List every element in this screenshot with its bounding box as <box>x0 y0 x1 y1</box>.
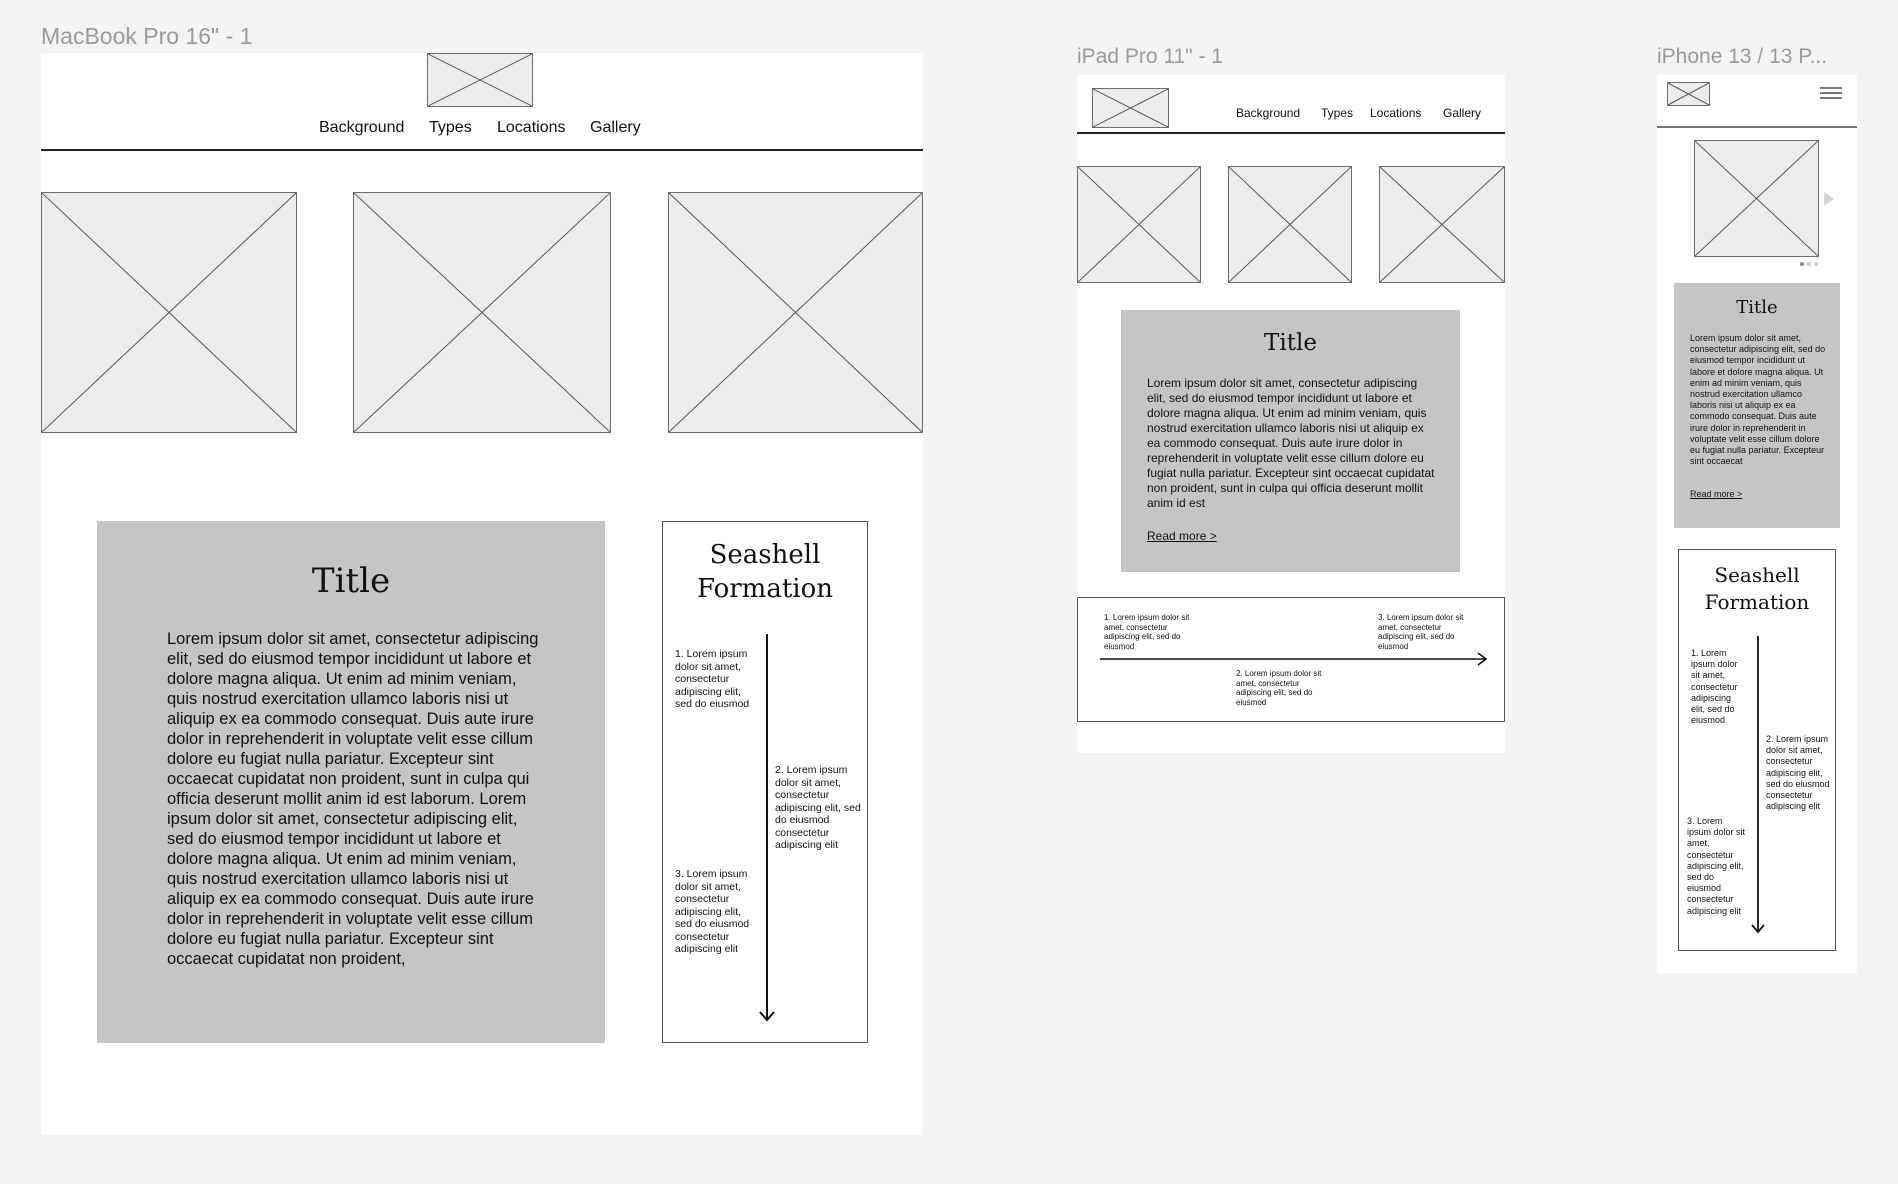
logo-placeholder-icon <box>427 53 533 107</box>
timeline-title: Seashell Formation <box>1704 563 1810 614</box>
card-body: Lorem ipsum dolor sit amet, consectetur adipiscing elit, sed do eiusmod tempor incididunt ut labore et dolore magna aliqua. Ut enim ad minim veniam, quis nostrud exercitation ullamco laboris nisi ut aliquip ex ea commodo consequat. Duis aute irure dolor in reprehenderit in voluptate velit esse cillum dolore eu fugiat nulla pariatur. Excepteur sint occaecat cupidatat non proident, sunt in culpa qui officia deserunt mollit anim id est laborum. Lorem ipsum dolor sit amet, consectetur adipiscing elit, sed do eiusmod tempor incididunt ut labore et dolore magna aliqua. Ut enim ad minim veniam, quis nostrud exercitation ullamco laboris nisi ut aliquip ex ea commodo consequat. Duis aute irure dolor in reprehenderit in voluptate velit esse cillum dolore eu fugiat nulla pariatur. Excepteur sint occaecat cupidatat non proident, <box>167 630 539 968</box>
timeline-item-1: 1. Lorem ipsum dolor sit amet, consectetur adipiscing elit, sed do eiusmod <box>1691 648 1738 726</box>
carousel-dot[interactable] <box>1807 262 1811 266</box>
gallery-image-placeholder-icon <box>1077 166 1201 283</box>
down-arrow-icon <box>759 634 775 1024</box>
logo-placeholder-icon <box>1667 82 1710 106</box>
nav-background[interactable]: Background <box>1236 106 1301 120</box>
timeline-panel <box>1678 549 1836 951</box>
timeline-item-3: 3. Lorem ipsum dolor sit amet, consectetur adipiscing elit, sed do eiusmod consectetur adipiscing elit <box>675 868 750 955</box>
carousel-dot-active[interactable] <box>1800 262 1804 266</box>
tablet-frame <box>1077 75 1505 753</box>
placeholder-cross-icon <box>1695 141 1818 256</box>
gallery-image-placeholder-icon <box>668 192 923 433</box>
carousel-next-icon[interactable] <box>1824 192 1834 206</box>
card-body: Lorem ipsum dolor sit amet, consectetur adipiscing elit, sed do eiusmod tempor incididunt ut labore et dolore magna aliqua. Ut enim ad minim veniam, quis nostrud exercitation ullamco laboris nisi ut aliquip ex ea commodo consequat. Duis aute irure dolor in reprehenderit in voluptate velit esse cillum dolore eu fugiat nulla pariatur. Excepteur sint occaecat cupidatat non proident, sunt in culpa qui officia deserunt mollit anim id est <box>1147 376 1435 510</box>
carousel-image-placeholder-icon <box>1694 140 1819 257</box>
placeholder-cross-icon <box>1093 89 1168 127</box>
timeline-item-3: 3. Lorem ipsum dolor sit amet, consectetur adipiscing elit, sed do eiusmod <box>1378 613 1464 651</box>
timeline-item-2: 2. Lorem ipsum dolor sit amet, consectetur adipiscing elit, sed do eiusmod consectetur adipiscing elit <box>775 764 861 851</box>
timeline-panel <box>1077 597 1505 722</box>
gallery-image-placeholder-icon <box>353 192 611 433</box>
placeholder-cross-icon <box>428 54 532 106</box>
placeholder-cross-icon <box>354 193 610 432</box>
header-divider <box>1077 132 1505 134</box>
nav-gallery[interactable]: Gallery <box>1443 106 1482 120</box>
card-title: Title <box>1264 330 1317 356</box>
nav-gallery[interactable]: Gallery <box>590 119 641 136</box>
placeholder-cross-icon <box>42 193 296 432</box>
card-body: Lorem ipsum dolor sit amet, consectetur adipiscing elit, sed do eiusmod tempor incididunt ut labore et dolore magna aliqua. Ut enim ad minim veniam, quis nostrud exercitation ullamco laboris nisi ut aliquip ex ea commodo consequat. Duis aute irure dolor in reprehenderit in voluptate velit esse cillum dolore eu fugiat nulla pariatur. Excepteur sint occaecat <box>1690 333 1826 467</box>
header-divider <box>1657 126 1857 128</box>
placeholder-cross-icon <box>1229 167 1351 282</box>
timeline-item-3: 3. Lorem ipsum dolor sit amet, consectetur adipiscing elit, sed do eiusmod consectetur adipiscing elit <box>1687 816 1746 916</box>
placeholder-cross-icon <box>669 193 922 432</box>
nav-background[interactable]: Background <box>319 119 405 136</box>
content-card <box>1121 310 1460 572</box>
timeline-title: Seashell Formation <box>696 540 834 604</box>
placeholder-cross-icon <box>1078 167 1200 282</box>
mobile-frame <box>1657 75 1857 973</box>
read-more-link[interactable]: Read more > <box>1147 529 1217 543</box>
nav-types[interactable]: Types <box>1321 106 1354 120</box>
card-title: Title <box>311 561 391 601</box>
frame-label-mobile: iPhone 13 / 13 P... <box>1657 45 1828 68</box>
timeline-item-2: 2. Lorem ipsum dolor sit amet, consectetur adipiscing elit, sed do eiusmod consectetur adipiscing elit <box>1766 734 1830 812</box>
card-title: Title <box>1736 297 1778 318</box>
desktop-frame <box>41 53 923 1135</box>
logo-placeholder-icon <box>1092 88 1169 128</box>
timeline-item-2: 2. Lorem ipsum dolor sit amet, consectetur adipiscing elit, sed do eiusmod <box>1236 669 1322 707</box>
nav-types[interactable]: Types <box>429 119 472 136</box>
gallery-image-placeholder-icon <box>41 192 297 433</box>
gallery-image-placeholder-icon <box>1379 166 1505 283</box>
down-arrow-icon <box>1751 636 1765 936</box>
carousel-dot[interactable] <box>1814 262 1818 266</box>
timeline-item-1: 1. Lorem ipsum dolor sit amet, consectetur adipiscing elit, sed do eiusmod <box>1104 613 1190 651</box>
content-card <box>97 521 605 1043</box>
header-divider <box>41 149 923 151</box>
timeline-panel <box>662 521 868 1043</box>
frame-label-tablet: iPad Pro 11" - 1 <box>1077 45 1223 68</box>
placeholder-cross-icon <box>1668 83 1709 105</box>
nav-locations[interactable]: Locations <box>497 119 566 136</box>
content-card <box>1674 283 1840 528</box>
hamburger-menu-icon[interactable] <box>1820 87 1842 99</box>
nav-locations[interactable]: Locations <box>1370 106 1422 120</box>
read-more-link[interactable]: Read more > <box>1690 489 1743 499</box>
placeholder-cross-icon <box>1380 167 1504 282</box>
frame-label-desktop: MacBook Pro 16" - 1 <box>41 23 253 49</box>
timeline-item-1: 1. Lorem ipsum dolor sit amet, consectetur adipiscing elit, sed do eiusmod <box>675 648 750 710</box>
gallery-image-placeholder-icon <box>1228 166 1352 283</box>
right-arrow-icon <box>1100 652 1490 666</box>
